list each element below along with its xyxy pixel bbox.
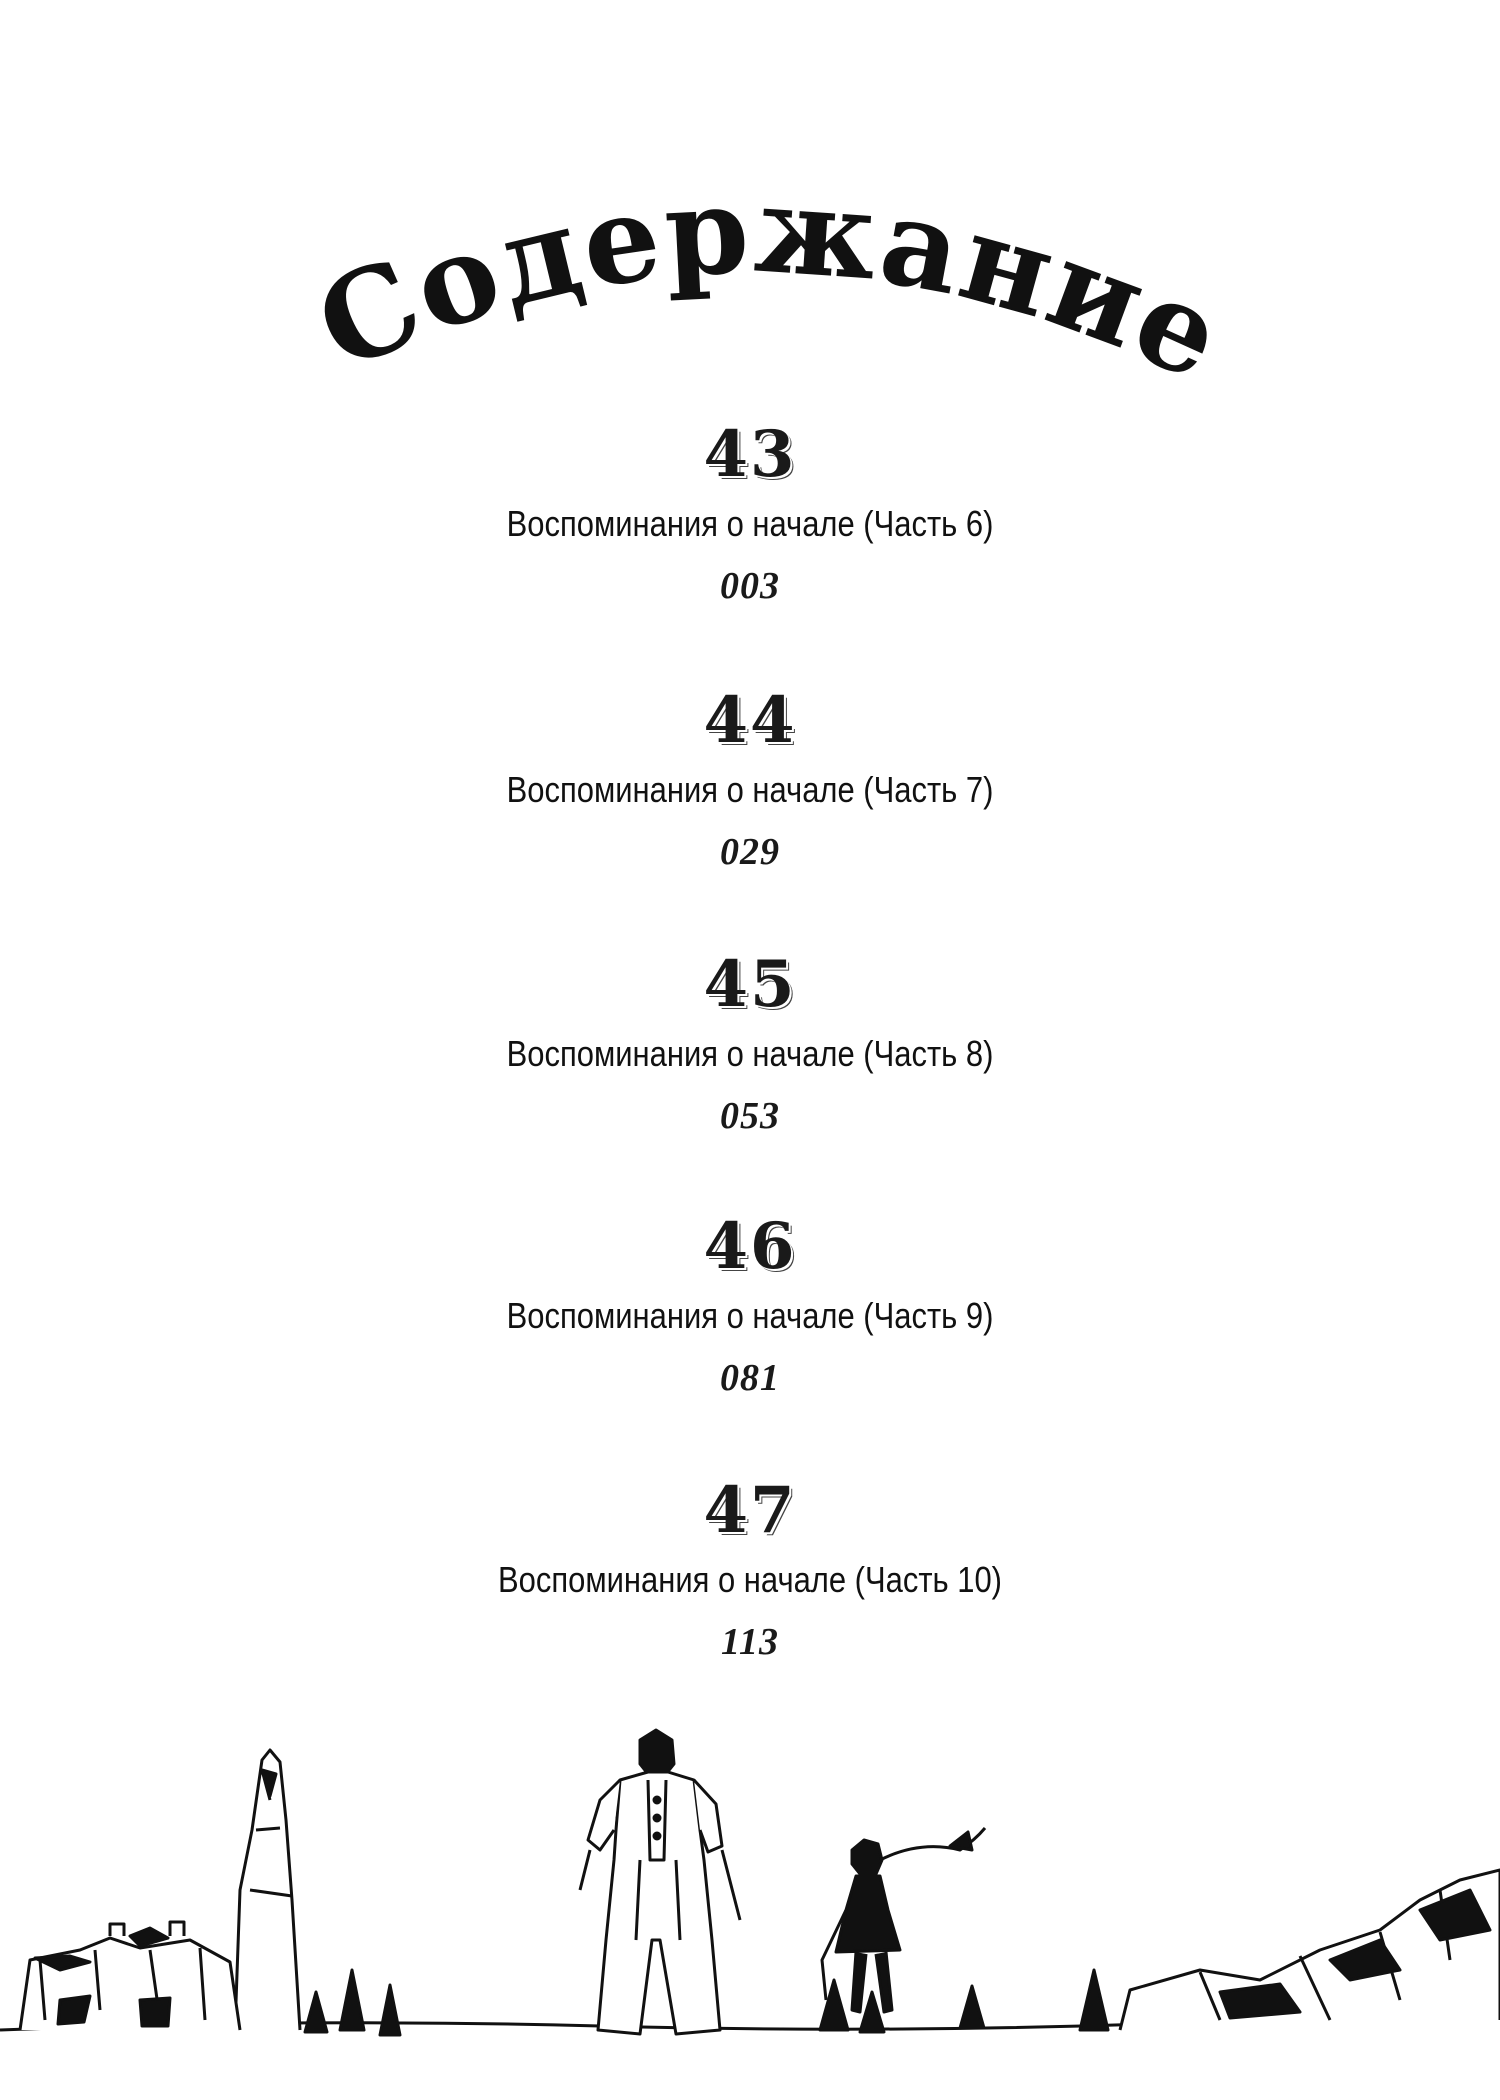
chapter-number: 43 (703, 417, 797, 492)
tree-icon (860, 1992, 884, 2032)
chapter-number: 47 (703, 1473, 797, 1548)
chapter-page: 003 (720, 565, 780, 607)
chapter-page: 053 (720, 1095, 780, 1137)
chapter-number: 46 (703, 1209, 797, 1284)
chapter-entry[interactable] (0, 947, 1500, 1138)
tree-icon (960, 1986, 984, 2028)
tree-icon (340, 1970, 364, 2030)
chapter-page: 081 (720, 1357, 780, 1399)
chapter-number: 44 (703, 683, 797, 758)
cliff-right-icon (1120, 1870, 1500, 2030)
cloaked-figure-icon (580, 1730, 740, 2034)
chapter-page: 113 (721, 1621, 779, 1663)
landscape-illustration (0, 1700, 1500, 2100)
chapter-title: Воспоминания о начале (Часть 10) (498, 1559, 1002, 1600)
chapter-entry[interactable] (0, 417, 1500, 608)
girl-figure-icon (822, 1828, 985, 2012)
chapter-page: 029 (720, 831, 780, 873)
chapter-title: Воспоминания о начале (Часть 6) (506, 503, 994, 544)
chapter-number: 45 (703, 947, 797, 1022)
toc-heading-text: Содержание (297, 158, 1244, 409)
chapter-entry[interactable] (0, 683, 1500, 874)
chapter-entry[interactable] (0, 1209, 1500, 1400)
chapter-entry[interactable] (0, 1473, 1500, 1664)
chapter-title: Воспоминания о начале (Часть 9) (506, 1295, 994, 1336)
tree-icon (1080, 1970, 1108, 2030)
cliff-left-icon (20, 1938, 240, 2030)
tree-icon (305, 1992, 327, 2032)
chapter-title: Воспоминания о начале (Часть 7) (506, 769, 994, 810)
chapter-title: Воспоминания о начале (Часть 8) (506, 1033, 994, 1074)
tree-icon (380, 1985, 400, 2035)
